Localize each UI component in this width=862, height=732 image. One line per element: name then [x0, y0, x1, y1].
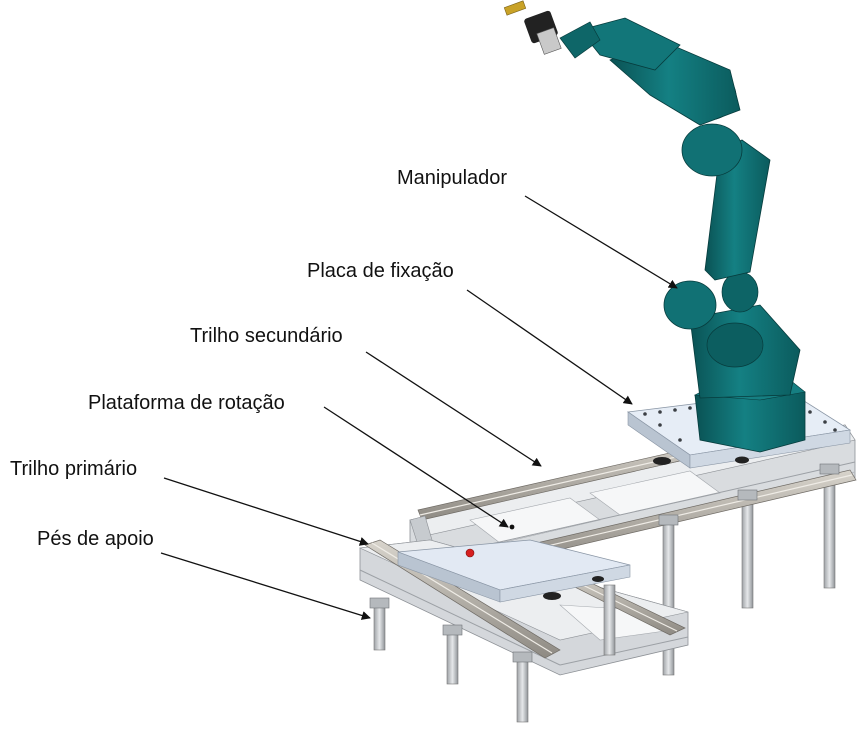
rotation-platform-arrow — [324, 407, 508, 527]
manipulator-arrow — [525, 196, 677, 288]
label-rotation-platform: Plataforma de rotação — [88, 392, 285, 414]
label-manipulator: Manipulador — [397, 167, 508, 189]
support-feet-arrow — [161, 553, 370, 618]
callout-labels — [10, 167, 507, 550]
robot-manipulator — [504, 1, 805, 452]
label-support-feet: Pés de apoio — [37, 528, 154, 550]
stop-button — [466, 549, 474, 557]
label-secondary-rail: Trilho secundário — [190, 325, 343, 347]
mounting-plate-arrow — [467, 290, 632, 404]
end-effector — [504, 1, 561, 55]
primary-rail-arrow — [164, 478, 368, 544]
label-mounting-plate: Placa de fixação — [307, 260, 454, 282]
secondary-rail-arrow — [366, 352, 541, 466]
label-primary-rail: Trilho primário — [10, 458, 138, 480]
